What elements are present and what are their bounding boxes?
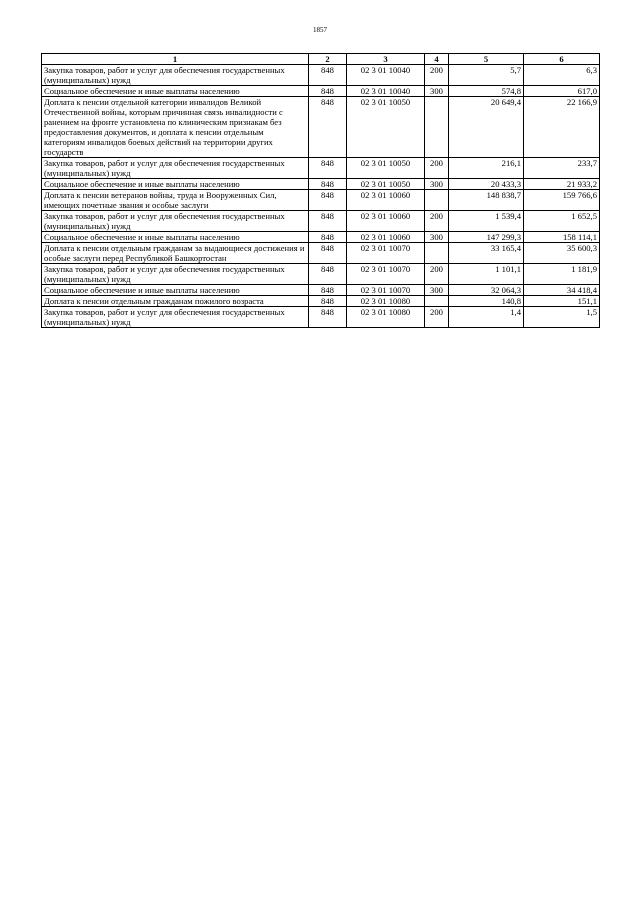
column-header-1: 1 (42, 54, 309, 65)
table-row (42, 190, 600, 211)
row-value-5: 140,8 (449, 296, 524, 307)
row-value-5: 574,8 (449, 86, 524, 97)
row-value-5: 20 433,3 (449, 179, 524, 190)
table-row (42, 179, 600, 190)
row-code: 848 (309, 285, 347, 296)
row-target: 02 3 01 10080 (347, 296, 425, 307)
table-row (42, 65, 600, 86)
row-value-5: 216,1 (449, 158, 524, 179)
row-value-6: 233,7 (524, 158, 600, 179)
row-target: 02 3 01 10050 (347, 179, 425, 190)
row-value-6: 35 600,3 (524, 243, 600, 264)
row-type: 300 (425, 232, 449, 243)
row-name: Доплата к пенсии ветеранов войны, труда и Вооруженных Сил, имеющих почетные звания и особые заслуги (42, 190, 309, 211)
page-number: 1857 (313, 26, 327, 34)
table-row (42, 243, 600, 264)
row-value-6: 21 933,2 (524, 179, 600, 190)
table-row (42, 307, 600, 328)
row-name: Доплата к пенсии отдельным гражданам за выдающиеся достижения и особые заслуги перед Республикой Башкортостан (42, 243, 309, 264)
table-row (42, 97, 600, 158)
row-type (425, 190, 449, 211)
row-name: Доплата к пенсии отдельной категории инвалидов Великой Отечественной войны, которым причинная связь инвалидности с ранением на фронте установлена по клиническим признакам без предоставления документов, и доплата к пенсии отдельным категориям инвалидов боевых действий на территории других государств (42, 97, 309, 158)
row-name: Закупка товаров, работ и услуг для обеспечения государственных (муниципальных) нужд (42, 158, 309, 179)
row-target: 02 3 01 10070 (347, 285, 425, 296)
row-code: 848 (309, 97, 347, 158)
table-row (42, 211, 600, 232)
row-target: 02 3 01 10040 (347, 65, 425, 86)
row-name: Закупка товаров, работ и услуг для обеспечения государственных (муниципальных) нужд (42, 65, 309, 86)
row-type (425, 243, 449, 264)
table-body (42, 65, 600, 328)
table-row (42, 296, 600, 307)
row-target: 02 3 01 10050 (347, 97, 425, 158)
row-type: 300 (425, 86, 449, 97)
row-name: Социальное обеспечение и иные выплаты населению (42, 179, 309, 190)
row-code: 848 (309, 158, 347, 179)
row-target: 02 3 01 10080 (347, 307, 425, 328)
row-code: 848 (309, 232, 347, 243)
row-value-5: 32 064,3 (449, 285, 524, 296)
row-value-6: 151,1 (524, 296, 600, 307)
row-name: Доплата к пенсии отдельным гражданам пожилого возраста (42, 296, 309, 307)
row-value-6: 22 166,9 (524, 97, 600, 158)
table-row (42, 264, 600, 285)
header-row (42, 54, 600, 65)
row-value-6: 1,5 (524, 307, 600, 328)
row-code: 848 (309, 190, 347, 211)
row-code: 848 (309, 307, 347, 328)
row-name: Социальное обеспечение и иные выплаты населению (42, 86, 309, 97)
row-type: 200 (425, 65, 449, 86)
row-type: 200 (425, 158, 449, 179)
row-value-6: 34 418,4 (524, 285, 600, 296)
row-target: 02 3 01 10040 (347, 86, 425, 97)
table-row (42, 158, 600, 179)
table-header (42, 54, 600, 65)
row-code: 848 (309, 86, 347, 97)
row-code: 848 (309, 243, 347, 264)
budget-table (41, 53, 600, 328)
row-type: 200 (425, 211, 449, 232)
row-code: 848 (309, 264, 347, 285)
column-header-6: 6 (524, 54, 600, 65)
row-value-5: 147 299,3 (449, 232, 524, 243)
row-target: 02 3 01 10060 (347, 211, 425, 232)
row-value-5: 33 165,4 (449, 243, 524, 264)
row-name: Социальное обеспечение и иные выплаты населению (42, 232, 309, 243)
row-target: 02 3 01 10070 (347, 264, 425, 285)
row-type: 300 (425, 285, 449, 296)
row-name: Социальное обеспечение и иные выплаты населению (42, 285, 309, 296)
row-value-5: 5,7 (449, 65, 524, 86)
row-value-6: 159 766,6 (524, 190, 600, 211)
row-name: Закупка товаров, работ и услуг для обеспечения государственных (муниципальных) нужд (42, 264, 309, 285)
row-value-6: 1 181,9 (524, 264, 600, 285)
row-type (425, 296, 449, 307)
row-value-5: 1,4 (449, 307, 524, 328)
row-code: 848 (309, 296, 347, 307)
row-code: 848 (309, 211, 347, 232)
row-target: 02 3 01 10060 (347, 232, 425, 243)
row-value-6: 6,3 (524, 65, 600, 86)
column-header-2: 2 (309, 54, 347, 65)
table-row (42, 232, 600, 243)
row-code: 848 (309, 65, 347, 86)
row-value-5: 1 101,1 (449, 264, 524, 285)
row-value-5: 20 649,4 (449, 97, 524, 158)
row-value-5: 148 838,7 (449, 190, 524, 211)
row-type: 300 (425, 179, 449, 190)
table-row (42, 86, 600, 97)
row-code: 848 (309, 179, 347, 190)
row-value-5: 1 539,4 (449, 211, 524, 232)
row-type: 200 (425, 307, 449, 328)
row-value-6: 1 652,5 (524, 211, 600, 232)
column-header-5: 5 (449, 54, 524, 65)
row-target: 02 3 01 10060 (347, 190, 425, 211)
row-target: 02 3 01 10070 (347, 243, 425, 264)
column-header-4: 4 (425, 54, 449, 65)
row-type: 200 (425, 264, 449, 285)
row-value-6: 158 114,1 (524, 232, 600, 243)
column-header-3: 3 (347, 54, 425, 65)
table-row (42, 285, 600, 296)
row-name: Закупка товаров, работ и услуг для обеспечения государственных (муниципальных) нужд (42, 211, 309, 232)
row-name: Закупка товаров, работ и услуг для обеспечения государственных (муниципальных) нужд (42, 307, 309, 328)
row-target: 02 3 01 10050 (347, 158, 425, 179)
row-type (425, 97, 449, 158)
row-value-6: 617,0 (524, 86, 600, 97)
